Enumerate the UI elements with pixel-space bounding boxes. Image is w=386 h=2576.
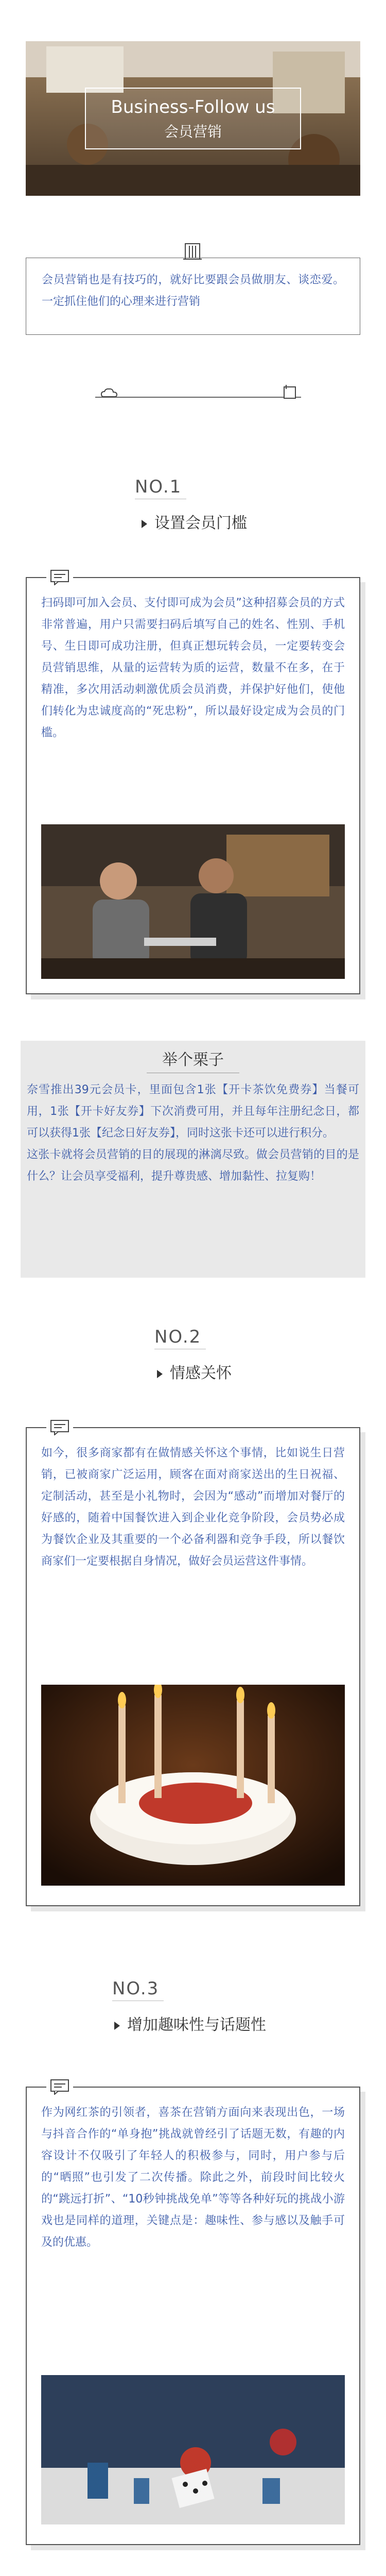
header-title: Business-Follow us <box>111 97 275 117</box>
section-title-3 <box>114 2012 266 2035</box>
section-photo-1 <box>41 824 345 979</box>
intro-divider <box>95 397 301 398</box>
section-body-3: 作为网红茶的引领者，喜茶在营销方面向来表现出色，一场与抖音合作的“单身抱”挑战就曾经引了话题无数，有趣的内容设计不仅吸引了年轻人的积极参与，同时，用户参与后的“晒照”也引发了二次传播。除此之外，前段时间比较火的“跳远打折”、“10秒钟挑战免单”等等各种好玩的挑战小游戏也是同样的道理，关键点是：趣味性、参与感以及触手可及的优惠。 <box>41 2106 345 2249</box>
intro-box <box>26 258 360 335</box>
play-icon <box>114 2022 120 2030</box>
section-title-1 <box>142 510 247 533</box>
building-icon <box>182 240 203 260</box>
tag-icon <box>281 384 300 399</box>
section-card-1 <box>26 577 365 999</box>
example-text: 奈雪推出39元会员卡，里面包含1张【开卡茶饮免费券】当餐可用，1张【开卡好友券】下次消费可用，并且每年注册纪念日，都可以获得1张【纪念日好友券】，同时这张卡还可以进行积分。 <box>27 1083 359 1140</box>
example-label: 举个栗子 <box>162 1051 224 1069</box>
section-photo-3 <box>41 2375 345 2524</box>
section-photo-2 <box>41 1685 345 1886</box>
section-title-2 <box>157 1360 232 1383</box>
section-body-1: 扫码即可加入会员、支付即可成为会员”这种招募会员的方式非常普遍，用户只需要扫码后填写自己的姓名、性别、手机号、生日即可成功注册，但真正想玩转会员，一定要转变会员营销思维，从量的运营转为质的运营，数量不在多，在于精准，多次用活动刺激优质会员消费，并保护好他们，使他们转化为忠诚度高的“死忠粉”，所以最好设定成为会员的门槛。 <box>41 597 345 739</box>
chat-icon <box>46 1419 73 1435</box>
play-icon <box>142 520 147 528</box>
example-text-2: 这张卡就将会员营销的目的展现的淋漓尽致。做会员营销的目的是什么？让会员享受福利，提升尊贵感、增加黏性、拉复购！ <box>27 1148 359 1183</box>
chat-icon <box>46 2078 73 2095</box>
section-title-3-label: 增加趣味性与话题性 <box>127 2016 266 2034</box>
intro-text: 会员营销也是有技巧的，就好比要跟会员做朋友、谈恋爱。一定抓住他们的心理来进行营销 <box>42 274 344 308</box>
section-card-3 <box>26 2087 365 2550</box>
play-icon <box>157 1370 163 1378</box>
section-card-2 <box>26 1427 365 1911</box>
section-title-1-label: 设置会员门槛 <box>154 514 247 532</box>
section-number-1: NO.1 <box>135 477 182 497</box>
section-title-2-label: 情感关怀 <box>170 1364 232 1382</box>
section-number-3: NO.3 <box>112 1978 160 1999</box>
cloud-icon <box>100 387 119 400</box>
section-number-2: NO.2 <box>154 1327 202 1347</box>
example-box <box>21 1041 365 1278</box>
header-title-box <box>85 88 301 149</box>
chat-icon <box>46 569 73 585</box>
section-body-2: 如今，很多商家都有在做情感关怀这个事情，比如说生日营销，已被商家广泛运用，顾客在面对商家送出的生日祝福、定制活动，甚至是小礼物时，会因为“感动”而增加对餐厅的好感的，随着中国餐饮进入到企业化竞争阶段，会员势必成为餐饮企业及其重要的一个必备利器和竞争手段，所以餐饮商家们一定要根据自身情况，做好会员运营这件事情。 <box>41 1447 345 1568</box>
header-subtitle: 会员营销 <box>164 123 222 140</box>
